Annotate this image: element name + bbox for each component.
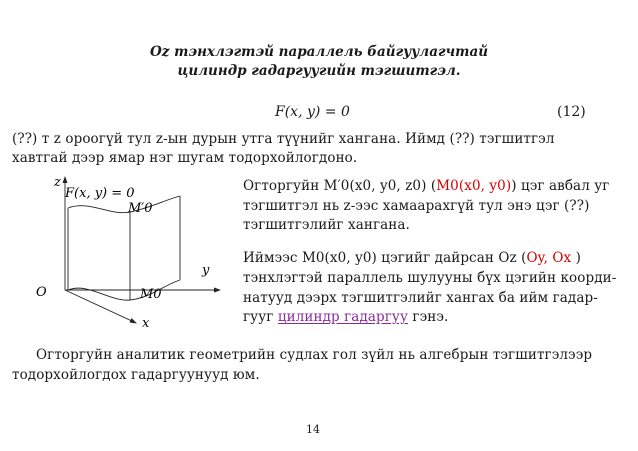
page-number: 14 <box>306 423 320 436</box>
intro-line-1: (??) т z ороогүй тул z-ын дурын утга түүнийг хангана. Иймд (??) тэгшитгэл <box>12 131 555 147</box>
right-p2-line4 <box>243 309 448 325</box>
right-p1-seg2-red: M0(x0, y0) <box>436 178 512 194</box>
right-p1-seg3: ) цэг авбал уг <box>511 178 610 194</box>
bottom-line-1: Огторгуйн аналитик геометрийн судлах гол зүйл нь алгебрын тэгшитгэлээр <box>36 347 593 363</box>
y-axis-arrowhead <box>214 288 221 293</box>
x-axis <box>65 290 134 322</box>
right-p2-line4-a: гууг <box>243 309 278 325</box>
intro-line-2: хавтгай дээр ямар нэг шугам тодорхойлогдоно. <box>12 150 358 166</box>
right-p1-seg1: Огторгуйн M′0(x0, y0, z0) ( <box>243 178 437 194</box>
section-title-line1: Oz тэнхлэгтэй параллель байгуулагчтай <box>149 44 489 60</box>
equation-formula: F(x, y) = 0 <box>275 104 350 120</box>
y-axis-label: y <box>202 263 210 278</box>
curve-label: F(x, y) = 0 <box>65 186 135 201</box>
right-p1-line1 <box>243 178 609 194</box>
equation-number: (12) <box>557 104 586 120</box>
right-p2-line1-red: Oy, Ox <box>526 250 572 266</box>
right-p2-line4-b: гэнэ. <box>408 309 449 325</box>
x-axis-label: x <box>142 316 150 330</box>
right-p2-line1-a: Иймээс M0(x0, y0) цэгийг дайрсан Oz ( <box>243 250 527 266</box>
bottom-line-2: тодорхойлогдох гадаргуунууд юм. <box>12 367 260 383</box>
cylinder-surface-link[interactable]: цилиндр гадаргуу <box>277 309 409 325</box>
cylinder-figure <box>30 172 230 330</box>
right-p2-line3: натууд дээрх тэгшитгэлийг хангах ба ийм гадар- <box>243 290 598 306</box>
x-axis-arrowhead <box>130 318 138 324</box>
z-axis-arrowhead <box>63 176 68 183</box>
z-axis-label: z <box>54 175 61 190</box>
origin-label: O <box>36 285 47 300</box>
right-p1-line2: тэгшитгэл нь z-ээс хамаарахгүй тул энэ цэг (??) <box>243 198 590 214</box>
m0-label: M0 <box>140 287 162 302</box>
right-p2-line1-b: ) <box>571 250 582 266</box>
right-p1-line3: тэгшитгэлийг хангана. <box>243 217 410 233</box>
right-p2-line2: тэнхлэгтэй параллель шулууны бүх цэгийн коорди- <box>243 270 617 286</box>
right-p2-line1 <box>243 250 581 266</box>
section-title-line2: цилиндр гадаргуугийн тэгшитгэл. <box>177 63 461 79</box>
m0-prime-label: M′0 <box>128 201 153 216</box>
